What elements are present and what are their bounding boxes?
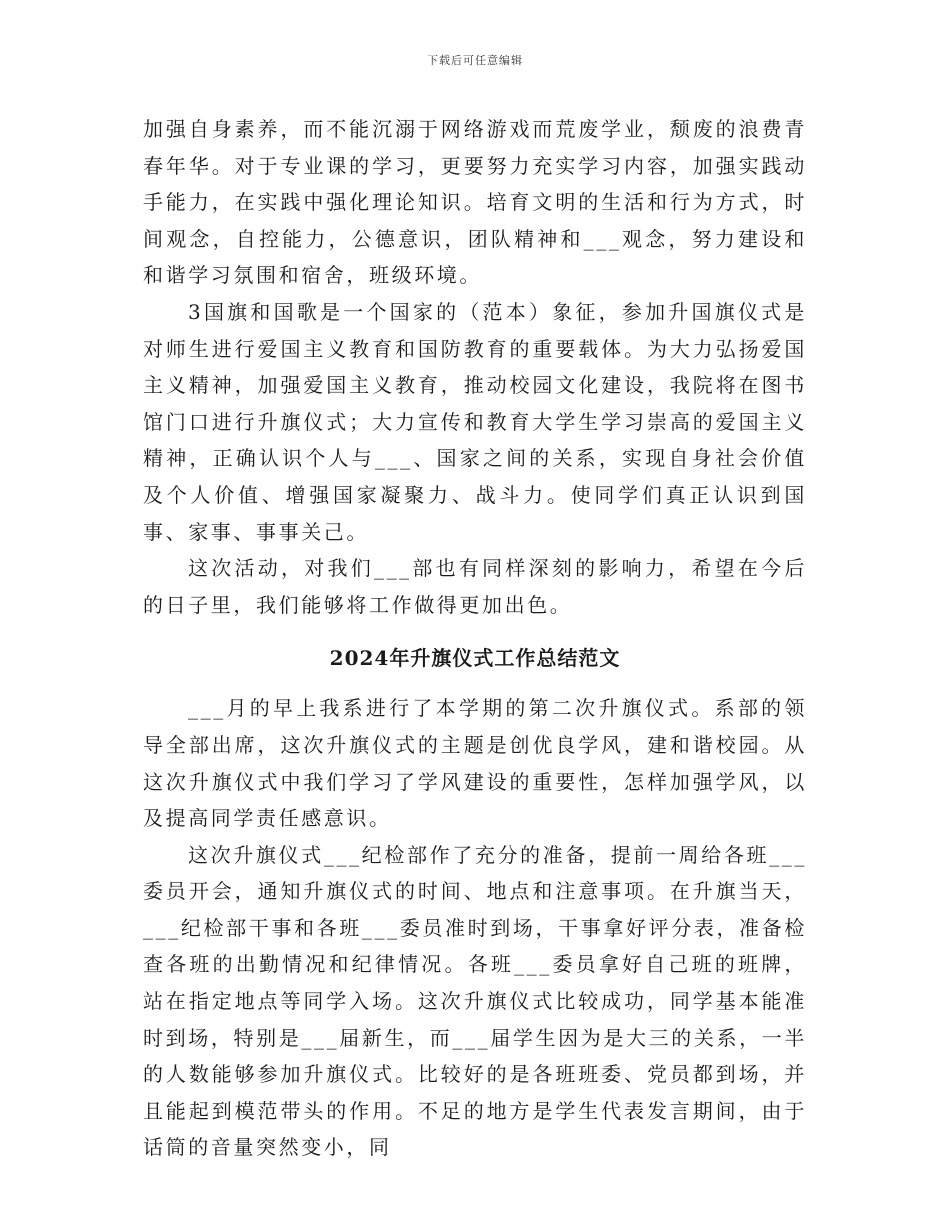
paragraph-2: 3国旗和国歌是一个国家的（范本）象征，参加升国旗仪式是对师生进行爱国主义教育和国防教育的重要载体。为大力弘扬爱国主义精神，加强爱国主义教育，推动校园文化建设，我院将在图书馆门口进行升旗仪式；大力宣传和教育大学生学习崇高的爱国主义精神，正确认识个人与___、国家之间的关系，实现自身社会价值及个人价值、增强国家凝聚力、战斗力。使同学们真正认识到国事、家事、事事关己。 <box>143 299 807 544</box>
section-title: 2024年升旗仪式工作总结范文 <box>329 646 621 671</box>
document-body <box>143 111 807 1166</box>
paragraph-1: 加强自身素养，而不能沉溺于网络游戏而荒废学业，颓废的浪费青春年华。对于专业课的学习，更要努力充实学习内容，加强实践动手能力，在实践中强化理论知识。培育文明的生活和行为方式，时间观念，自控能力，公德意识，团队精神和___观念，努力建设和和谐学习氛围和宿舍，班级环境。 <box>143 117 807 288</box>
paragraph-3: 这次活动，对我们___部也有同样深刻的影响力，希望在今后的日子里，我们能够将工作做得更加出色。 <box>143 556 807 617</box>
paragraph-5: 这次升旗仪式___纪检部作了充分的准备，提前一周给各班___委员开会，通知升旗仪式的时间、地点和注意事项。在升旗当天，___纪检部干事和各班___委员准时到场，干事拿好评分表，准备检查各班的出勤情况和纪律情况。各班___委员拿好自己班的班牌，站在指定地点等同学入场。这次升旗仪式比较成功，同学基本能准时到场，特别是___届新生，而___届学生因为是大三的关系，一半的人数能够参加升旗仪式。比较好的是各班班委、党员都到场，并且能起到模范带头的作用。不足的地方是学生代表发言期间，由于话筒的音量突然变小，同 <box>143 842 807 1160</box>
paragraph-4: ___月的早上我系进行了本学期的第二次升旗仪式。系部的领导全部出席，这次升旗仪式的主题是创优良学风，建和谐校园。从这次升旗仪式中我们学习了学风建设的重要性，怎样加强学风，以及提高同学责任感意识。 <box>143 696 807 831</box>
page-header-note: 下载后可任意编辑 <box>427 54 523 67</box>
